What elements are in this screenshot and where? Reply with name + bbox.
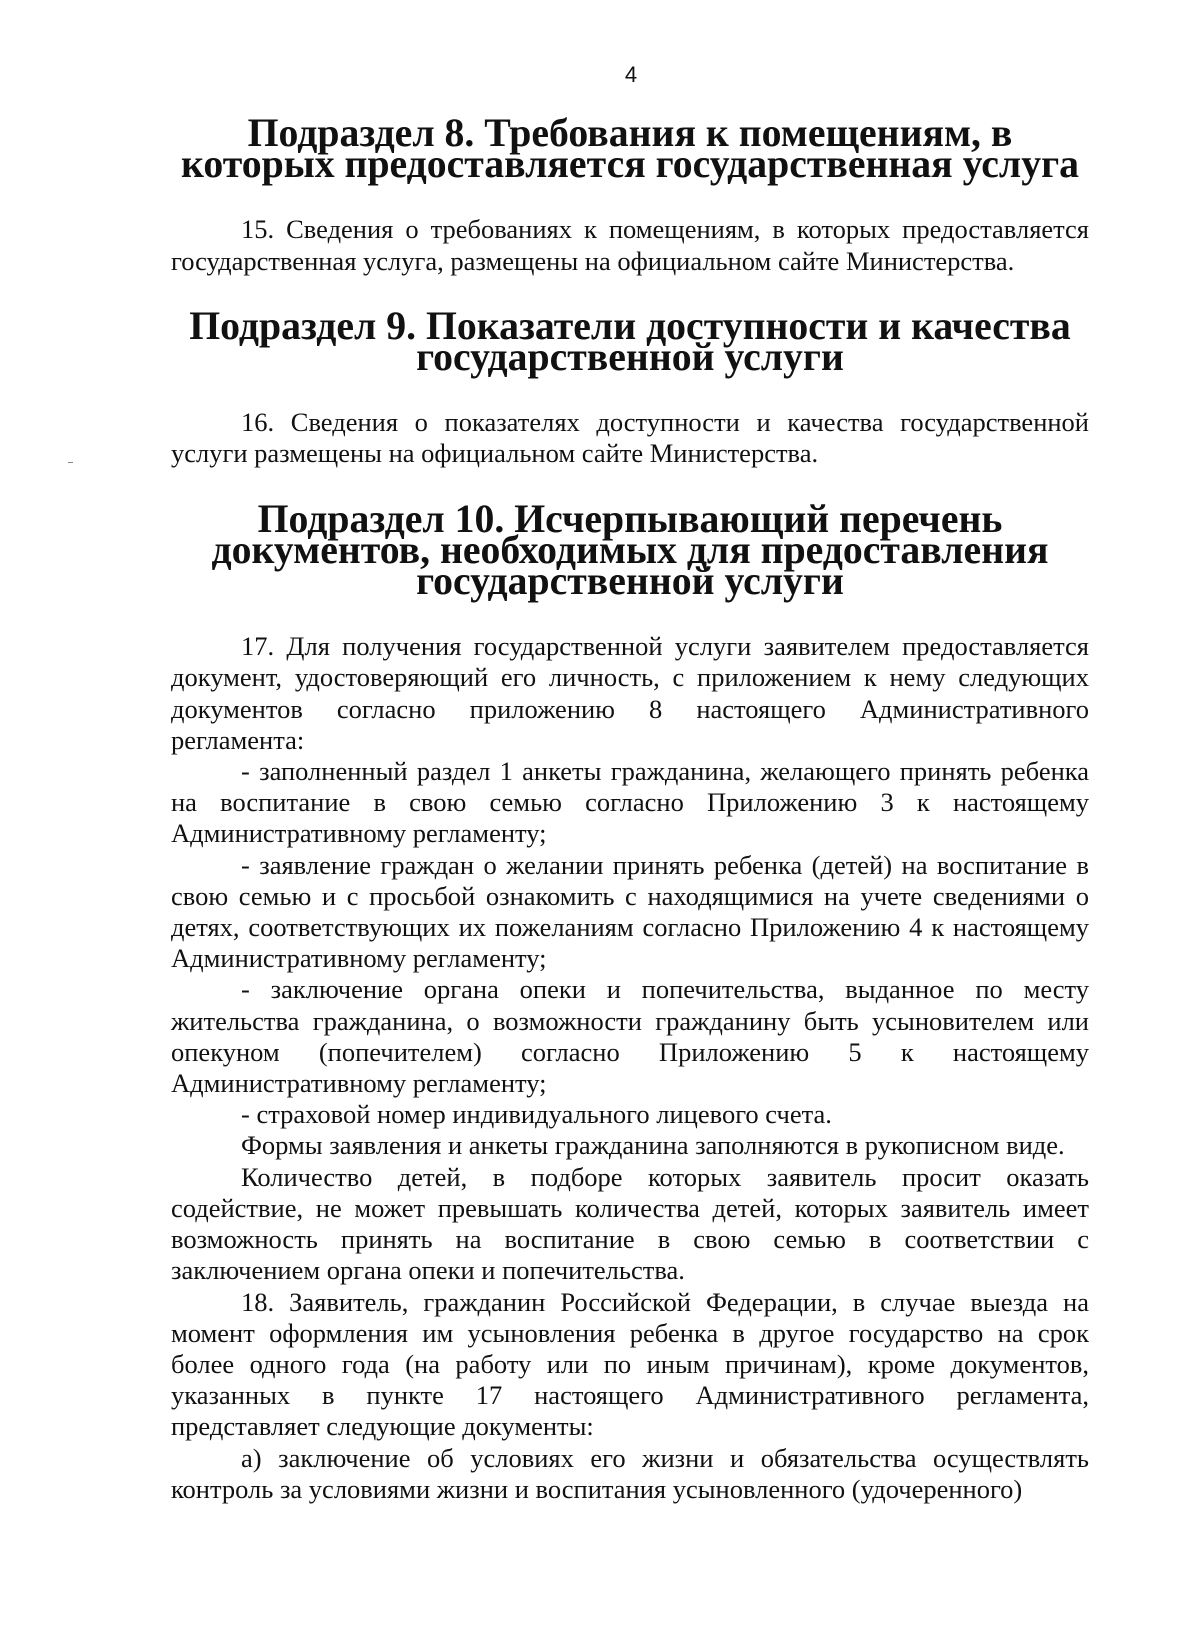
section-heading: Подраздел 8. Требования к помещениям, в которых предоставляется государственная услуга [180,111,1079,187]
section-heading: Подраздел 9. Показатели доступности и качества государственной услуги [189,303,1071,380]
scan-mark [68,462,73,463]
paragraph: 15. Сведения о требованиях к помещениям, в которых предоставляется государственная услуга, размещены на официальном сайте Министерства. [171,214,1089,276]
paragraph: Формы заявления и анкеты гражданина заполняются в рукописном виде. [241,1130,1065,1161]
paragraph: 18. Заявитель, гражданин Российской Федерации, в случае выезда на момент оформления им усыновления ребенка в другое государство на срок более одного года (на работу или по иным причинам), кроме документов, указанных в пункте 17 настоящего Административного регламента, представляет следующие документы: [171,1286,1089,1442]
list-item: - заполненный раздел 1 анкеты гражданина, желающего принять ребенка на воспитание в свою семью согласно Приложению 3 к настоящему Административному регламенту; [171,756,1089,849]
page-number: 4 [624,62,638,87]
paragraph: а) заключение об условиях его жизни и обязательства осуществлять контроль за условиями жизни и воспитания усыновленного (удочеренного) [171,1442,1089,1504]
document-body [171,111,1089,1505]
paragraph: 16. Сведения о показателях доступности и качества государственной услуги размещены на официальном сайте Министерства. [171,407,1089,469]
list-item: - страховой номер индивидуального лицевого счета. [241,1099,832,1130]
list-item: - заключение органа опеки и попечительства, выданное по месту жительства гражданина, о возможности гражданину быть усыновителем или опекуном (попечителем) согласно Приложению 5 к настоящему Административному регламенту; [171,974,1089,1099]
paragraph: Количество детей, в подборе которых заявитель просит оказать содействие, не может превышать количества детей, которых заявитель имеет возможность принять на воспитание в свою семью в соответствии с заключением органа опеки и попечительства. [171,1161,1089,1286]
section-9 [171,303,1089,470]
paragraph: 17. Для получения государственной услуги заявителем предоставляется документ, удостоверяющий его личность, с приложением к нему следующих документов согласно приложению 8 настоящего Административного регламента: [171,631,1089,755]
section-heading: Подраздел 10. Исчерпывающий перечень документов, необходимых для предоставления государственной услуги [211,496,1049,604]
section-10 [171,496,1089,1505]
section-8 [171,111,1089,277]
list-item: - заявление граждан о желании принять ребенка (детей) на воспитание в свою семью и с просьбой ознакомить с находящимися на учете сведениями о детях, соответствующих их пожеланиям согласно Приложению 4 к настоящему Административному регламенту; [171,849,1089,974]
